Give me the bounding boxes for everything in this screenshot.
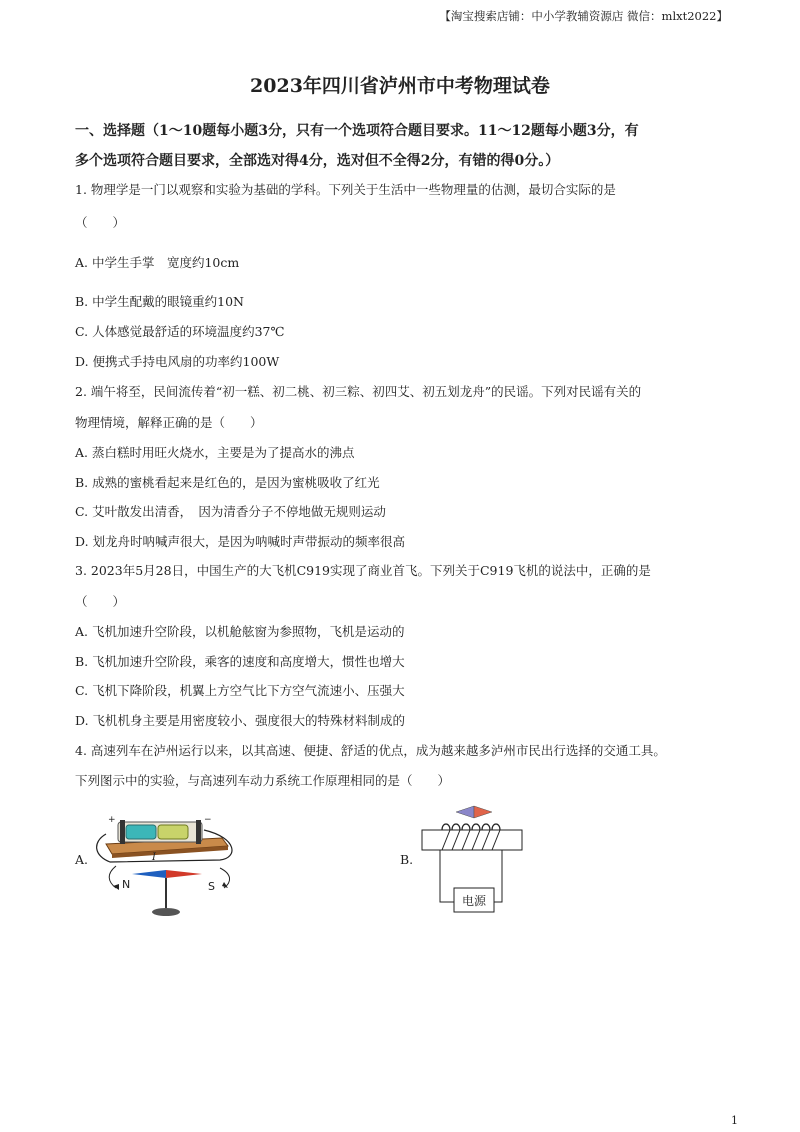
section-heading [75,116,725,176]
q2-option-b: B. 成熟的蜜桃看起来是红色的，是因为蜜桃吸收了红光 [75,475,380,490]
q3-option-d: D. 飞机机身主要是用密度较小、强度很大的特殊材料制成的 [75,713,406,728]
q1-option-d: D. 便携式手持电风扇的功率约100W [75,354,280,369]
page-number: 1 [731,1114,738,1127]
q3-stem: 3. 2023年5月28日，中国生产的大飞机C919实现了商业首飞。下列关于C919飞机的说法中，正确的是 [75,563,651,578]
q4-option-b-label: B. [400,852,414,867]
compass-needle-south [166,870,202,878]
power-source-label: 电源 [461,894,487,908]
rotation-arrow-left [109,866,116,888]
lead-right [494,850,502,902]
header-note: 【淘宝搜索店铺：中小学教辅资源店 微信：mlxt2022】 [439,9,728,23]
q2-option-d: D. 划龙舟时呐喊声很大，是因为呐喊时声带振动的频率很高 [75,534,406,549]
q4-option-a-label: A. [75,852,89,867]
figure-oersted-experiment [92,808,242,920]
current-label: I [152,852,156,863]
q3-option-a: A. 飞机加速升空阶段，以机舱舷窗为参照物，飞机是运动的 [75,624,405,639]
electromagnet-diagram [418,794,528,916]
iron-core [422,830,522,850]
rotation-arrowhead-left [113,884,119,890]
battery-cell-2 [158,825,188,839]
coil-windings [442,824,500,830]
q1-stem: 1. 物理学是一门以观察和实验为基础的学科。下列关于生活中一些物理量的估测，最切合实际的是 [75,182,616,197]
q1-option-b: B. 中学生配戴的眼镜重约10N [75,294,244,309]
q2-option-c: C. 艾叶散发出清香， 因为清香分子不停地做无规则运动 [75,504,386,519]
section-heading-line1: 一、选择题（1～10题每小题3分，只有一个选项符合题目要求。11～12题每小题3分，有 [75,123,639,139]
lead-left [440,850,454,902]
q3-option-b: B. 飞机加速升空阶段，乘客的速度和高度增大，惯性也增大 [75,654,405,669]
q3-blank: （ ） [75,594,126,609]
q1-blank: （ ） [75,215,126,230]
q1-option-c: C. 人体感觉最舒适的环境温度约37℃ [75,324,285,339]
q4-stem: 4. 高速列车在泸州运行以来，以其高速、便捷、舒适的优点，成为越来越多泸州市民出行选择的交通工具。 [75,743,666,758]
compass-needle-north [132,870,166,878]
figure-electromagnet [418,794,528,916]
battery-clip-right [196,820,201,844]
q2-stem-cont: 物理情境，解释正确的是（ ） [75,415,263,430]
positive-terminal: + [108,815,116,825]
q1-option-a: A. 中学生手掌 宽度约10cm [75,255,240,270]
north-label: N [122,878,131,891]
south-label: S [208,880,215,893]
small-needle-right [474,806,492,818]
compass-base [152,908,180,916]
battery-clip-left [120,820,125,844]
q3-option-c: C. 飞机下降阶段，机翼上方空气比下方空气流速小、压强大 [75,683,405,698]
section-heading-line2: 多个选项符合题目要求，全部选对得4分，选对但不全得2分，有错的得0分。） [75,153,560,169]
oersted-diagram [92,808,242,920]
q2-stem: 2. 端午将至，民间流传着“初一糕、初二桃、初三粽、初四艾、初五划龙舟”的民谣。下列对民谣有关的 [75,384,642,399]
q2-option-a: A. 蒸白糕时用旺火烧水，主要是为了提高水的沸点 [75,445,355,460]
small-needle-left [456,806,474,818]
negative-terminal: − [204,815,212,825]
q4-stem-cont: 下列图示中的实验，与高速列车动力系统工作原理相同的是（ ） [75,773,451,788]
page-title: 2023年四川省泸州市中考物理试卷 [250,75,550,97]
battery-cell-1 [126,825,156,839]
